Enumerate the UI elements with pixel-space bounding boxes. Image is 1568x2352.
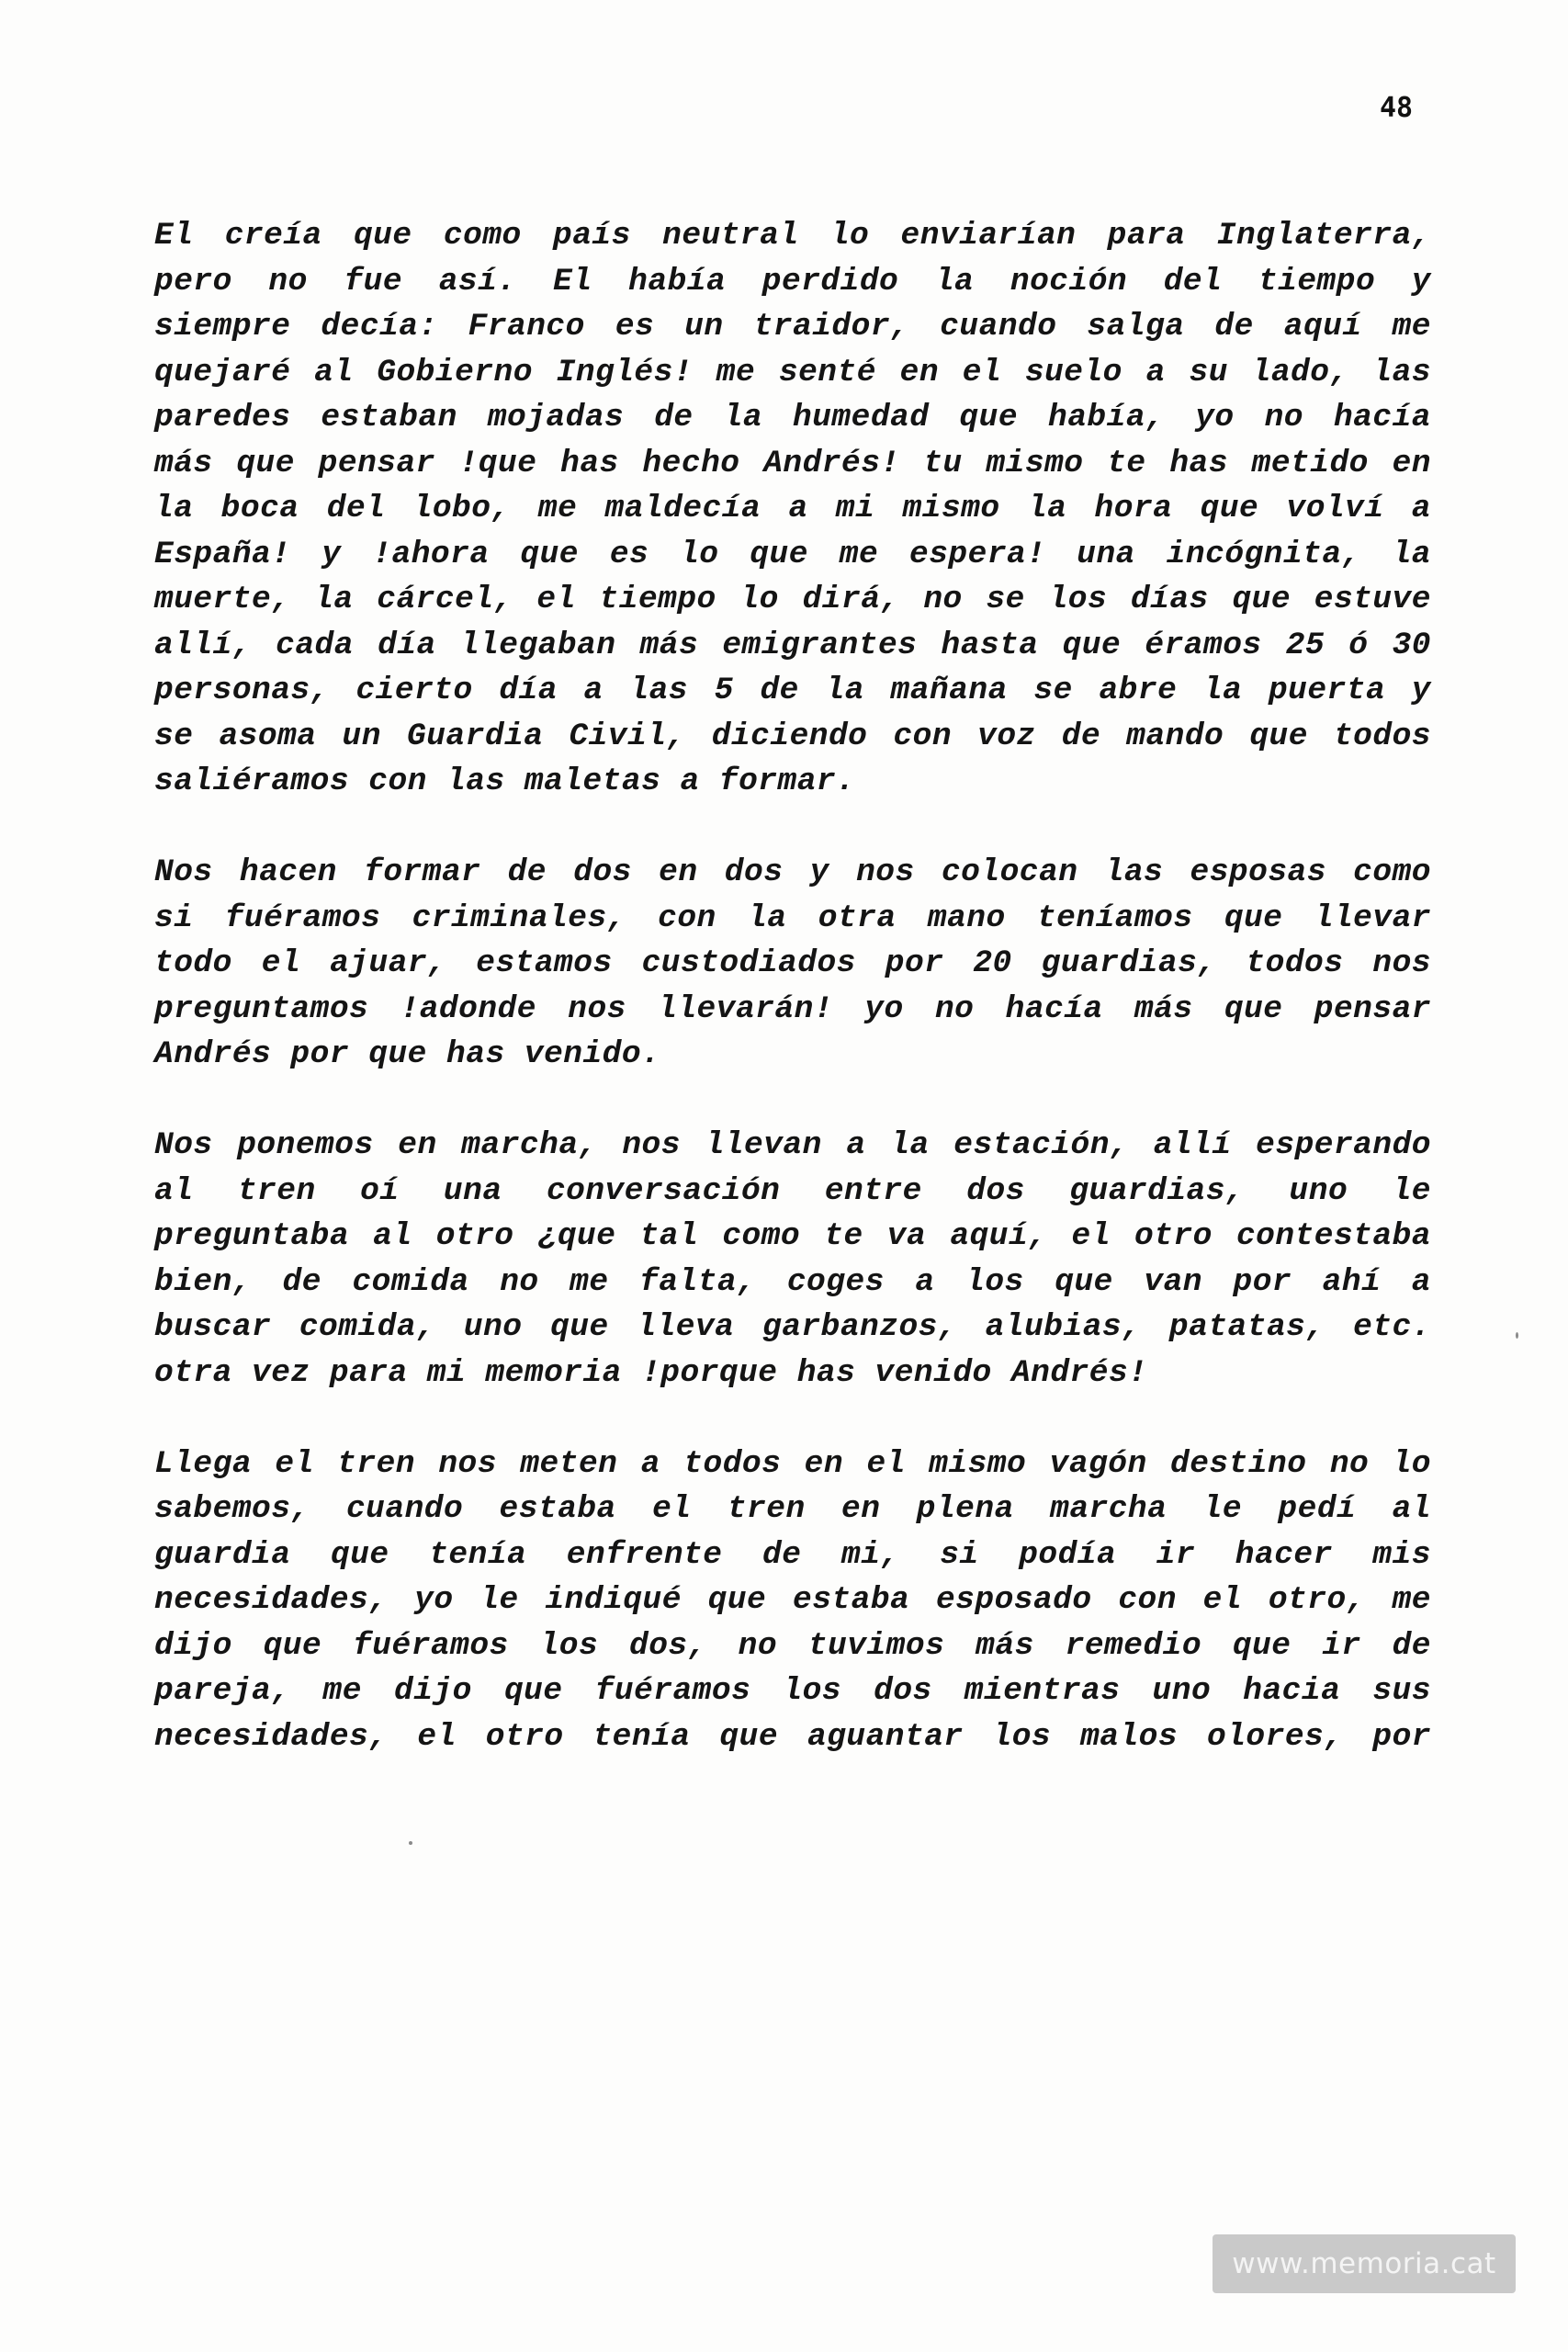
text-line: pero no fue así. El había perdido la noción del tiempo y <box>154 263 1431 300</box>
text-line: siempre decía: Franco es un traidor, cuando salga de aquí me <box>154 309 1431 345</box>
text-line: la boca del lobo, me maldecía a mi mismo la hora que volví a <box>154 491 1431 526</box>
paragraph-3 <box>154 1123 1431 1396</box>
paragraph-1 <box>154 213 1431 805</box>
text-line: buscar comida, uno que lleva garbanzos, alubias, patatas, etc. <box>154 1309 1431 1345</box>
text-line: paredes estaban mojadas de la humedad que había, yo no hacía <box>154 400 1431 435</box>
text-line: allí, cada día llegaban más emigrantes hasta que éramos 25 ó 30 <box>154 627 1431 663</box>
text-line: otra vez para mi memoria !porque has venido Andrés! <box>154 1354 1148 1391</box>
text-line: sabemos, cuando estaba el tren en plena marcha le pedí al <box>154 1491 1431 1527</box>
text-line: necesidades, el otro tenía que aguantar los malos olores, por <box>154 1718 1431 1755</box>
watermark: www.memoria.cat <box>1213 2234 1516 2293</box>
text-line: al tren oí una conversación entre dos guardias, uno le <box>154 1172 1431 1209</box>
text-line: se asoma un Guardia Civil, diciendo con voz de mando que todos <box>154 718 1431 754</box>
text-line: bien, de comida no me falta, coges a los que van por ahí a <box>154 1263 1431 1300</box>
scan-speck <box>409 1841 412 1845</box>
text-line: necesidades, yo le indiqué que estaba esposado con el otro, me <box>154 1582 1431 1618</box>
text-line: más que pensar !que has hecho Andrés! tu mismo te has metido en <box>154 445 1431 481</box>
text-line: preguntamos !adonde nos llevarán! yo no hacía más que pensar <box>154 990 1431 1027</box>
page-number: 48 <box>1380 92 1414 124</box>
text-line: guardia que tenía enfrente de mi, si podía ir hacer mis <box>154 1536 1431 1573</box>
text-line: Llega el tren nos meten a todos en el mismo vagón destino no lo <box>154 1445 1431 1482</box>
text-line: saliéramos con las maletas a formar. <box>154 763 856 799</box>
text-line: Nos ponemos en marcha, nos llevan a la estación, allí esperando <box>154 1127 1431 1163</box>
text-line: preguntaba al otro ¿que tal como te va aquí, el otro contestaba <box>154 1218 1431 1254</box>
text-line: personas, cierto día a las 5 de la mañana se abre la puerta y <box>154 673 1431 708</box>
scan-speck <box>1516 1332 1518 1339</box>
text-line: si fuéramos criminales, con la otra mano teníamos que llevar <box>154 899 1431 936</box>
text-line: Andrés por que has venido. <box>154 1036 661 1072</box>
text-line: Nos hacen formar de dos en dos y nos colocan las esposas como <box>154 854 1431 890</box>
text-line: pareja, me dijo que fuéramos los dos mientras uno hacia sus <box>154 1673 1431 1709</box>
body-text <box>154 213 1431 1805</box>
text-line: quejaré al Gobierno Inglés! me senté en el suelo a su lado, las <box>154 354 1431 390</box>
text-line: todo el ajuar, estamos custodiados por 20 guardias, todos nos <box>154 945 1431 981</box>
paragraph-2 <box>154 850 1431 1078</box>
paragraph-4 <box>154 1442 1431 1760</box>
text-line: muerte, la cárcel, el tiempo lo dirá, no se los días que estuve <box>154 582 1431 617</box>
text-line: El creía que como país neutral lo enviarían para Inglaterra, <box>154 218 1431 254</box>
text-line: dijo que fuéramos los dos, no tuvimos más remedio que ir de <box>154 1627 1431 1664</box>
text-line: España! y !ahora que es lo que me espera! una incógnita, la <box>154 536 1431 572</box>
